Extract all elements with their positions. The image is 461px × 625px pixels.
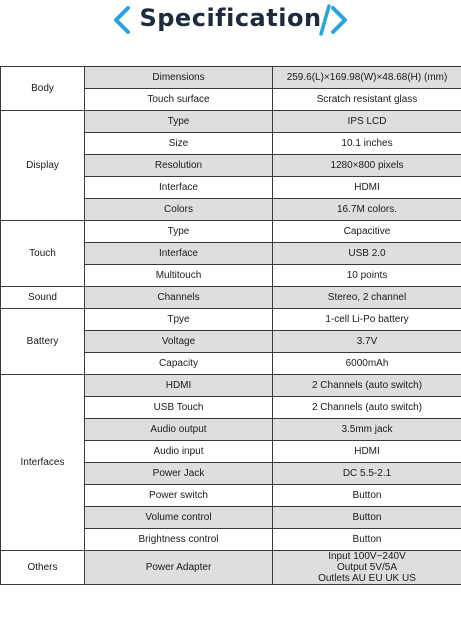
spec-value: HDMI [273,441,461,463]
spec-value: IPS LCD [273,111,461,133]
spec-label: Interface [85,243,273,265]
spec-value: 10.1 inches [273,133,461,155]
spec-label: Power Jack [85,463,273,485]
spec-value: DC 5.5-2.1 [273,463,461,485]
spec-value: Button [273,485,461,507]
spec-label: Audio input [85,441,273,463]
adapter-outlets-line: Outlets AU EU UK US [318,573,416,584]
spec-value: 6000mAh [273,353,461,375]
spec-value: Scratch resistant glass [273,89,461,111]
table-row [1,111,461,133]
spec-label: Voltage [85,331,273,353]
table-row [1,551,461,585]
category-cell: Others [1,551,85,585]
spec-value: 3.5mm jack [273,419,461,441]
spec-label: Channels [85,287,273,309]
spec-value: 10 points [273,265,461,287]
category-cell: Battery [1,309,85,375]
spec-value: 2 Channels (auto switch) [273,397,461,419]
spec-value: USB 2.0 [273,243,461,265]
category-cell: Body [1,67,85,111]
table-row [1,221,461,243]
spec-label: Multitouch [85,265,273,287]
spec-label: Capacity [85,353,273,375]
table-row [1,287,461,309]
page-header [0,0,461,40]
spec-value: 3.7V [273,331,461,353]
spec-value: Stereo, 2 channel [273,287,461,309]
spec-label: Power switch [85,485,273,507]
spec-value: 1280×800 pixels [273,155,461,177]
spec-label: Interface [85,177,273,199]
spec-value: 259.6(L)×169.98(W)×48.68(H) (mm) [273,67,461,89]
spec-value: 2 Channels (auto switch) [273,375,461,397]
spec-value [273,551,461,585]
spec-value: HDMI [273,177,461,199]
category-cell: Touch [1,221,85,287]
spec-label: Brightness control [85,529,273,551]
adapter-output-line: Output 5V/5A [336,562,398,573]
spec-label: Size [85,133,273,155]
table-row [1,309,461,331]
spec-label: Audio output [85,419,273,441]
spec-label: Dimensions [85,67,273,89]
spec-label: Power Adapter [85,551,273,585]
table-row [1,67,461,89]
adapter-input-line: Input 100V~240V [328,551,406,562]
spec-label: Resolution [85,155,273,177]
spec-label: Touch surface [85,89,273,111]
category-cell: Display [1,111,85,221]
spec-table [0,66,461,585]
spec-value: 16.7M colors. [273,199,461,221]
spec-label: HDMI [85,375,273,397]
spec-label: Tpye [85,309,273,331]
page-title: Specification [139,4,322,32]
spec-label: USB Touch [85,397,273,419]
spec-value: 1-cell Li-Po battery [273,309,461,331]
spec-label: Colors [85,199,273,221]
table-row [1,375,461,397]
category-cell: Sound [1,287,85,309]
spec-label: Volume control [85,507,273,529]
spec-value: Button [273,529,461,551]
spec-label: Type [85,111,273,133]
spec-value: Button [273,507,461,529]
category-cell: Interfaces [1,375,85,551]
spec-label: Type [85,221,273,243]
spec-value: Capacitive [273,221,461,243]
slash-chevron-right-icon [315,2,351,38]
